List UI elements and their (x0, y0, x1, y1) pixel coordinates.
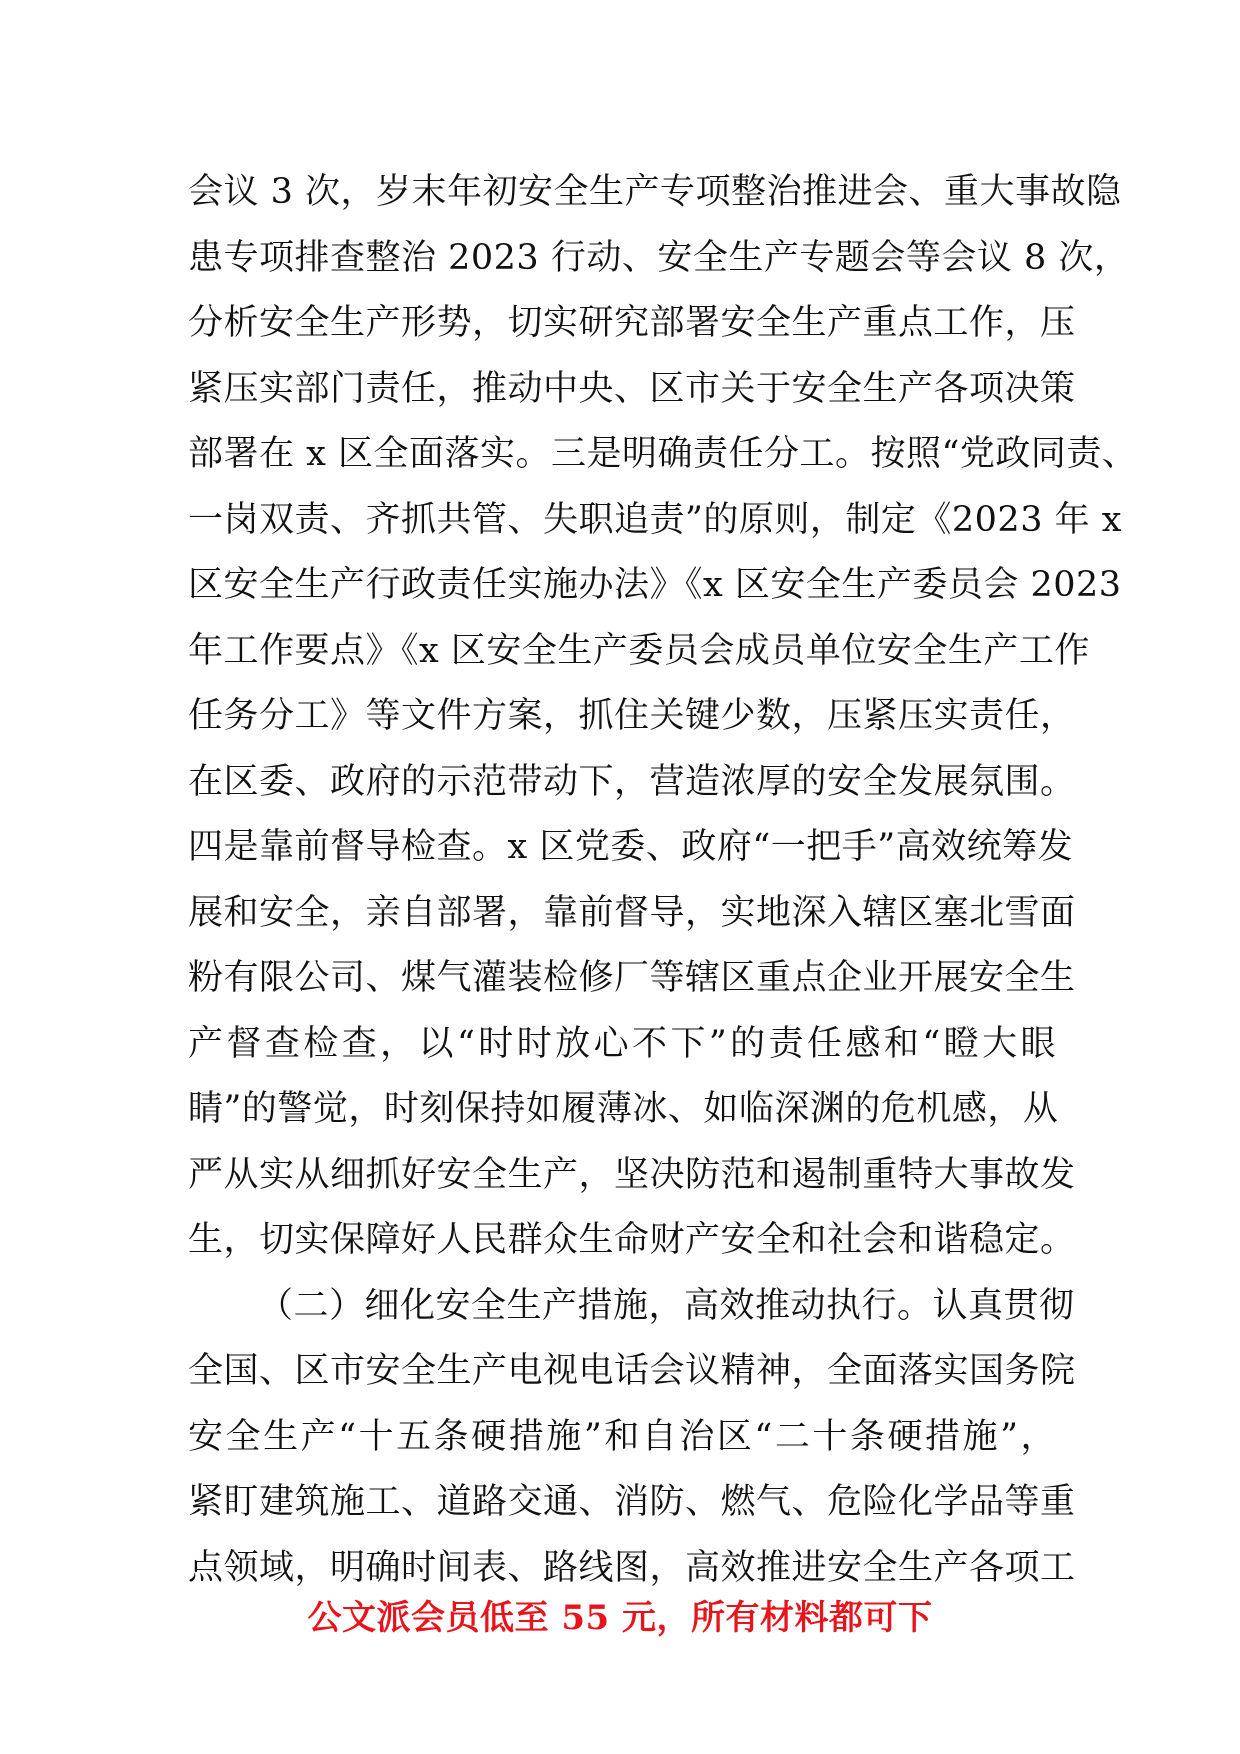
text-line: 任务分工》等文件方案，抓住关键少数，压紧压实责任， (188, 696, 1076, 736)
text-line: 安全生产“十五条硬措施”和自治区“二十条硬措施”， (188, 1416, 1056, 1457)
text-line: 展和安全，亲自部署，靠前督导，实地深入辖区塞北雪面 (188, 892, 1076, 933)
text-line: 部署在 x 区全面落实。三是明确责任分工。按照“党政同责、 (188, 434, 1138, 474)
section-heading-line: （二）细化安全生产措施，高效推动执行。认真贯彻 (258, 1285, 1075, 1326)
text-line: 粉有限公司、煤气灌装检修厂等辖区重点企业开展安全生 (188, 958, 1076, 998)
text-line: 区安全生产行政责任实施办法》《x 区安全生产委员会 2023 (188, 565, 1122, 605)
promo-banner: 公文派会员低至 55 元，所有材料都可下 (307, 1598, 933, 1638)
text-line: 年工作要点》《x 区安全生产委员会成员单位安全生产工作 (188, 630, 1090, 671)
text-line: 产督查检查，以“时时放心不下”的责任感和“瞪大眼 (188, 1023, 1056, 1064)
text-line: 一岗双责、齐抓共管、失职追责”的原则，制定《2023 年 x (188, 499, 1122, 540)
text-line: 紧盯建筑施工、道路交通、消防、燃气、危险化学品等重 (188, 1482, 1076, 1522)
text-line: 睛”的警觉，时刻保持如履薄冰、如临深渊的危机感，从 (188, 1089, 1059, 1129)
text-line: 紧压实部门责任，推动中央、区市关于安全生产各项决策 (188, 368, 1076, 409)
text-line: 分析安全生产形势，切实研究部署安全生产重点工作，压 (188, 303, 1076, 343)
text-line: 四是靠前督导检查。x 区党委、政府“一把手”高效统筹发 (188, 827, 1074, 867)
text-line: 患专项排查整治 2023 行动、安全生产专题会等会议 8 次， (188, 237, 1130, 278)
text-line: 会议 3 次，岁末年初安全生产专项整治推进会、重大事故隐 (188, 172, 1122, 212)
text-line: 全国、区市安全生产电视电话会议精神，全面落实国务院 (188, 1351, 1076, 1391)
text-line: 点领域，明确时间表、路线图，高效推进安全生产各项工 (188, 1547, 1076, 1588)
text-line: 生，切实保障好人民群众生命财产安全和社会和谐稳定。 (188, 1220, 1076, 1260)
text-line: 严从实从细抓好安全生产，坚决防范和遏制重特大事故发 (188, 1154, 1076, 1195)
text-line: 在区委、政府的示范带动下，营造浓厚的安全发展氛围。 (188, 761, 1076, 802)
body-text (188, 160, 1138, 1601)
